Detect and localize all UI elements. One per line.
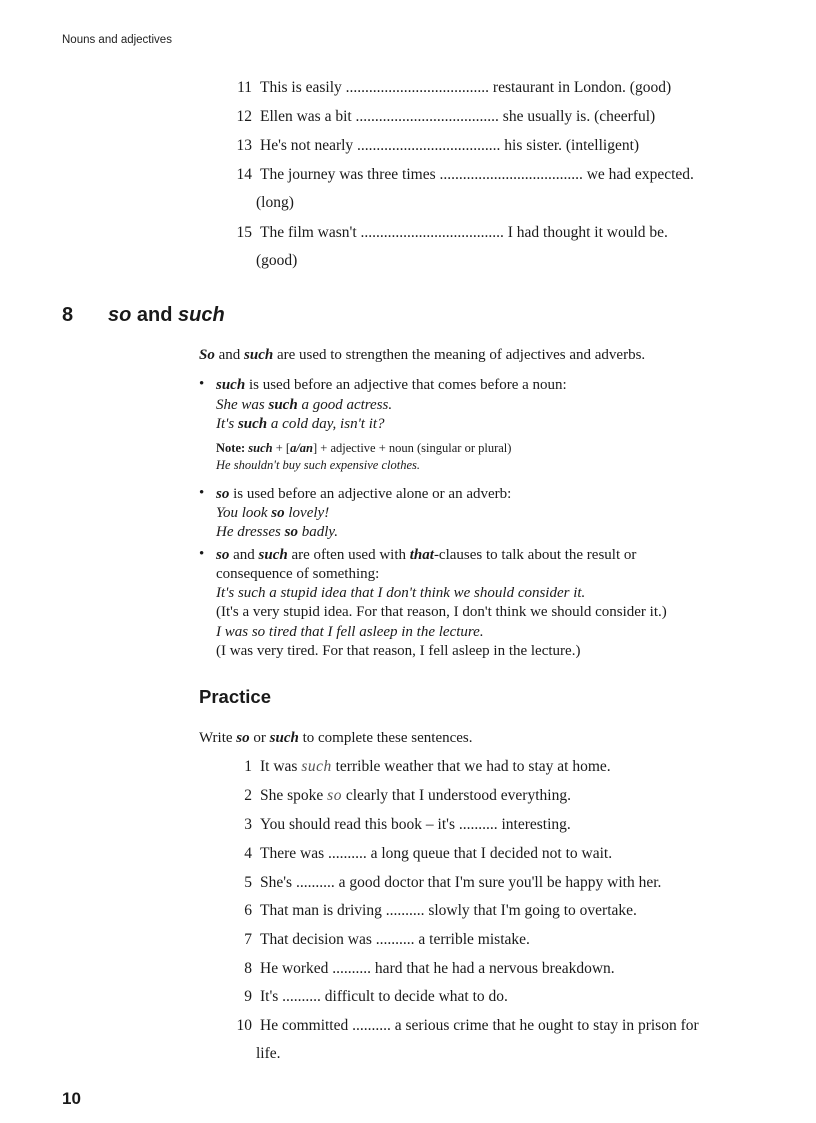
- note-text: + [: [272, 441, 291, 455]
- item-number: 12: [236, 108, 252, 125]
- instruction-text: or: [249, 730, 270, 746]
- item-number: 11: [237, 79, 252, 96]
- example-text: It's such a stupid idea that I don't think we should consider it.: [216, 585, 586, 601]
- example-text: badly.: [297, 524, 338, 540]
- example-sentence: [216, 504, 329, 522]
- keyword: such: [258, 547, 288, 563]
- item-text: The journey was three times ..................................... we had expected.: [260, 166, 694, 183]
- item-number: 1: [244, 758, 252, 775]
- rule-text: are often used with: [287, 547, 410, 563]
- item-number: 6: [244, 902, 252, 919]
- example-text: lovely!: [284, 505, 330, 521]
- item-number: 5: [244, 874, 252, 891]
- item-number: 10: [236, 1017, 252, 1034]
- item-number: 13: [236, 137, 252, 154]
- example-text: a good actress.: [297, 397, 393, 413]
- bullet-icon: •: [199, 485, 205, 501]
- practice-heading: Practice: [199, 686, 271, 707]
- item-number: 9: [244, 988, 252, 1005]
- item-text: This is easily ..................................... restaurant in London. (good): [260, 79, 672, 96]
- note-keyword: such: [248, 441, 273, 455]
- rule-text-line: consequence of something:: [216, 566, 380, 582]
- bullet-rule: [216, 546, 636, 564]
- instruction-text: Write: [199, 730, 237, 746]
- item-text: There was .......... a long queue that I decided not to wait.: [260, 845, 613, 862]
- item-text: That man is driving .......... slowly that I'm going to overtake.: [260, 902, 637, 919]
- item-text: He committed .......... a serious crime that he ought to stay in prison for: [260, 1017, 699, 1034]
- example-sentence: [216, 396, 392, 414]
- example-text: He dresses: [216, 524, 285, 540]
- item-number: 4: [244, 845, 252, 862]
- keyword: that: [409, 547, 434, 563]
- note-article: a/an: [290, 441, 314, 455]
- example-sentence: [216, 415, 385, 433]
- section-heading: [62, 304, 225, 327]
- note-example-text: He shouldn't buy such expensive clothes.: [216, 458, 421, 472]
- bullet-icon: •: [199, 546, 205, 562]
- filled-answer: so: [327, 787, 342, 804]
- note-label: Note:: [216, 441, 246, 455]
- bullet-rule: [216, 376, 567, 394]
- example-keyword: so: [271, 505, 285, 521]
- item-text: Ellen was a bit ..................................... she usually is. (cheerful): [260, 108, 656, 125]
- example-text: It's: [216, 416, 238, 432]
- bullet-rule: [216, 485, 511, 503]
- keyword-such: such: [269, 730, 299, 746]
- keyword: such: [216, 377, 246, 393]
- example-explanation: (I was very tired. For that reason, I fell asleep in the lecture.): [216, 643, 581, 659]
- running-header: Nouns and adjectives: [62, 34, 172, 46]
- item-continuation: life.: [256, 1045, 281, 1062]
- practice-instruction: [199, 729, 473, 747]
- item-text: It was such terrible weather that we had to stay at home.: [260, 758, 611, 775]
- instruction-text: to complete these sentences.: [298, 730, 473, 746]
- keyword-so: So: [199, 347, 215, 363]
- item-continuation: (long): [256, 194, 294, 211]
- keyword-so: so: [236, 730, 250, 746]
- rule-text: and: [229, 547, 259, 563]
- rule-text: is used before an adjective alone or an adverb:: [229, 486, 512, 502]
- item-number: 7: [244, 931, 252, 948]
- item-text: She's .......... a good doctor that I'm sure you'll be happy with her.: [260, 874, 662, 891]
- example-explanation: (It's a very stupid idea. For that reason, I don't think we should consider it.): [216, 604, 667, 620]
- example-text: a cold day, isn't it?: [267, 416, 385, 432]
- title-and: and: [131, 304, 179, 326]
- item-text: It's .......... difficult to decide what to do.: [260, 988, 508, 1005]
- keyword: so: [216, 547, 230, 563]
- section-number: 8: [62, 304, 74, 326]
- title-such: such: [178, 304, 225, 326]
- rule-text: -clauses to talk about the result or: [433, 547, 637, 563]
- intro-text: are used to strengthen the meaning of adjectives and adverbs.: [273, 347, 646, 363]
- item-number: 3: [244, 816, 252, 833]
- example-sentence: [216, 584, 585, 602]
- item-text: She spoke so clearly that I understood everything.: [260, 787, 571, 804]
- keyword: so: [216, 486, 230, 502]
- example-text: She was: [216, 397, 269, 413]
- keyword-such: such: [244, 347, 274, 363]
- bullet-icon: •: [199, 376, 205, 392]
- filled-answer: such: [301, 758, 332, 775]
- example-sentence: [216, 623, 484, 641]
- grammar-note: [216, 441, 511, 456]
- note-example: [216, 458, 420, 473]
- item-text: He worked .......... hard that he had a nervous breakdown.: [260, 960, 615, 977]
- example-text: I was so tired that I fell asleep in the lecture.: [216, 624, 484, 640]
- example-text: You look: [216, 505, 272, 521]
- item-number: 14: [236, 166, 252, 183]
- page-number: 10: [62, 1089, 81, 1108]
- example-keyword: so: [284, 524, 298, 540]
- item-number: 8: [244, 960, 252, 977]
- item-continuation: (good): [256, 252, 298, 269]
- rule-text: is used before an adjective that comes before a noun:: [245, 377, 567, 393]
- item-text: That decision was .......... a terrible mistake.: [260, 931, 530, 948]
- example-keyword: such: [237, 416, 268, 432]
- example-keyword: such: [268, 397, 298, 413]
- title-so: so: [108, 304, 132, 326]
- intro-paragraph: [199, 346, 645, 364]
- item-text: You should read this book – it's .......... interesting.: [260, 816, 571, 833]
- item-number: 15: [236, 224, 252, 241]
- note-text: ] + adjective + noun (singular or plural): [313, 441, 512, 455]
- item-text: He's not nearly ..................................... his sister. (intelligent): [260, 137, 640, 154]
- example-sentence: [216, 523, 338, 541]
- intro-text: and: [214, 347, 245, 363]
- item-text: The film wasn't ..................................... I had thought it would be.: [260, 224, 668, 241]
- item-number: 2: [244, 787, 252, 804]
